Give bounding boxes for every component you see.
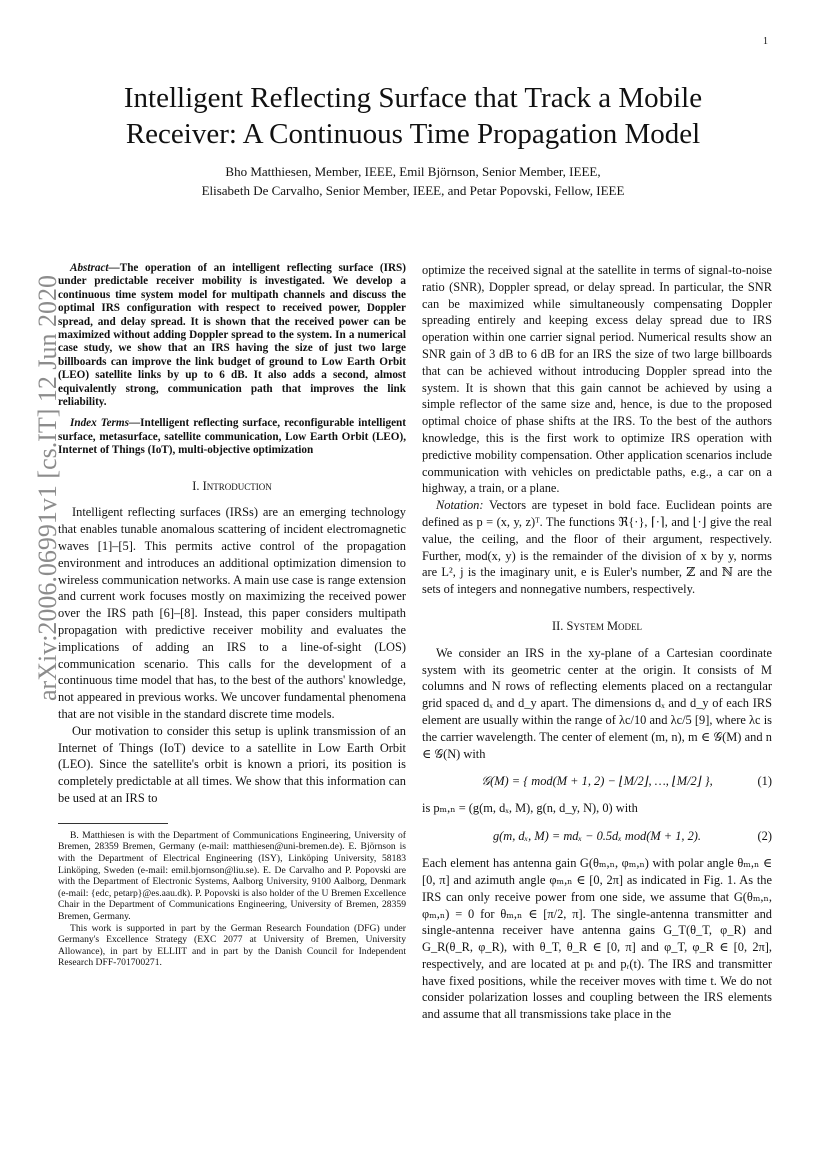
footnote-affiliations: B. Matthiesen is with the Department of Communications Engineering, University of Bremen, 28359 Bremen, Germany (e-mail: matthiesen@uni-bremen.de). E. Björnson is with the Department of Electrical Engineering (ISY), Linköping University, 58183 Linköping, Sweden (e-mail: emil.bjornson@liu.se). E. De Carvalho and P. Popovski are with the Department of Electronic Systems, Aalborg University, 9100 Aalborg, Denmark (e-mail: {edc, petarp}@es.aau.dk). P. Popovski is also holder of the U Bremen Excellence Chair in the Department of Communications Engineering, University of Bremen, 28359 Bremen, Germany. (58, 829, 406, 922)
system-model-paragraph-1: We consider an IRS in the xy-plane of a Cartesian coordinate system with its geometric center at the origin. It consists of M columns and N rows of reflecting elements placed on a rectangular grid spaced dₓ and d_y apart. The dimensions dₓ and d_y of each IRS element are usually within the range of λc/10 and λc/5 [9], where λc is the carrier wavelength. The center of element (m, n), m ∈ 𝒢(M) and n ∈ 𝒢(N) with (422, 645, 772, 761)
author-line-1: Bho Matthiesen, Member, IEEE, Emil Björnson, Senior Member, IEEE, (225, 164, 601, 179)
page-number: 1 (763, 36, 768, 47)
left-column (58, 262, 406, 969)
right-column (422, 262, 772, 1023)
author-line-2: Elisabeth De Carvalho, Senior Member, IEEE, and Petar Popovski, Fellow, IEEE (201, 183, 625, 198)
equation-2-number: (2) (757, 828, 772, 843)
author-list (60, 162, 766, 200)
equation-2 (422, 823, 772, 849)
abstract-lead: Abstract— (70, 262, 120, 274)
section-heading-system-model: II. System Model (552, 618, 642, 633)
abstract-text: The operation of an intelligent reflecting surface (IRS) under predictable receiver mobility is investigated. We develop a continuous time system model for multipath channels and discuss the optimal IRS configuration with respect to received power, Doppler spread, and delay spread. It is shown that the received power can be maximized without adding Doppler spread to the system. In a numerical case study, we show that an IRS having the size of just two large billboards can improve the link budget of ground to Low Earth Orbit (LEO) satellite links by up to 6 dB. It also adds a second, almost equivalently strong, communication path that improves the link reliability. (58, 262, 406, 409)
intro-paragraph-2: Our motivation to consider this setup is uplink transmission of an Internet of Things (IoT) device to a satellite in Low Earth Orbit (LEO). Since the satellite's orbit is known a priori, its position is completely predictable at all times. We show that this information can be used at an IRS to (58, 723, 406, 806)
notation-text: Vectors are typeset in bold face. Euclidean points are defined as p = (x, y, z)ᵀ. The functions ℜ{·}, ⌈·⌉, and ⌊·⌋ give the real value, the ceiling, and the floor of their argument, respectively. Further, mod(x, y) is the remainder of the division of x by y, norms are L², j is the imaginary unit, e is Euler's number, ℤ and ℕ are the sets of integers and nonnegative numbers, respectively. (422, 498, 772, 597)
footnote-divider (58, 823, 168, 824)
system-model-bridge: is pₘ,ₙ = (g(m, dₓ, M), g(n, d_y, N), 0) with (422, 801, 638, 816)
arxiv-identifier-stamp: arXiv:2006.06991v1 [cs.IT] 12 Jun 2020 (33, 274, 62, 701)
notation-lead: Notation: (436, 498, 484, 513)
index-terms-text: Intelligent reflecting surface, reconfigurable intelligent surface, metasurface, satellite communication, Low Earth Orbit (LEO), Internet of Things (IoT), multi-objective optimization (58, 417, 406, 457)
title-line-1: Intelligent Reflecting Surface that Track a Mobile (123, 82, 703, 114)
section-heading-introduction: I. Introduction (192, 478, 272, 493)
equation-1 (422, 768, 772, 794)
index-terms-lead: Index Terms— (70, 417, 141, 430)
title-line-2: Receiver: A Continuous Time Propagation Model (125, 118, 701, 150)
intro-paragraph-1: Intelligent reflecting surfaces (IRSs) are an emerging technology that enables tunable anomalous scattering of incident electromagnetic waves [1]–[5]. This permits active control of the propagation environment and introduces an additional optimization dimension to wireless communication networks. A main use case is range extension and current work focuses mostly on maximizing the received power over the IRS path [6]–[8]. Instead, this paper considers multipath propagation with predictive receiver mobility and evaluates the implications of adding an IRS to a line-of-sight (LOS) communication scenario. This calls for the development of a continuous time model that has, to the best of the authors' knowledge, not appeared in previous works. We uncover fundamental phenomena that are not visible in the standard discrete time models. (58, 505, 406, 722)
equation-1-body: 𝒢(M) = { mod(M + 1, 2) − ⌊M/2⌋, …, ⌊M/2⌋ }, (481, 773, 713, 788)
intro-continuation: optimize the received signal at the satellite in terms of signal-to-noise ratio (SNR), Doppler spread, or delay spread. In particular, the SNR can be maximized while simultaneously compensating Doppler spreading entirely and keeping excess delay spread due to IRS operation within one carrier signal period. Numerical results show an SNR gain of 3 dB to 6 dB for an IRS the size of two large billboards that can be achieved without introducing Doppler spread into the system. It is shown that this gain cannot be achieved by using a simple reflector of the same size and, hence, is due to the proposed optimal choice of phase shifts at the IRS. To the best of the authors knowledge, this is the first work to optimize IRS operation with predictive mobility compensation. Other application scenarios include communication with vehicles on predictable paths, e.g., a car on a highway, a train, or a plane. (422, 263, 772, 496)
abstract (58, 262, 406, 409)
system-model-paragraph-2: Each element has antenna gain G(θₘ,ₙ, φₘ,ₙ) with polar angle θₘ,ₙ ∈ [0, π] and azimuth angle φₘ,ₙ ∈ [0, 2π] as indicated in Fig. 1. As the IRS can only receive power from one side, we assume that G(θₘ,ₙ, φₘ,ₙ) = 0 for θₘ,ₙ ∈ [π/2, π]. The single-antenna transmitter and single-antenna receiver have antenna gains G_T(θ_T, φ_R) and G_R(θ_R, φ_R), with θ_T, θ_R ∈ [0, π] and φ_T, φ_R ∈ [0, 2π], respectively, and are located at pₜ and pᵣ(t). The IRS and transmitter have fixed positions, while the receiver moves with time t. We do not consider polarization losses and coupling between the IRS elements and assume that all transmissions take place in the (422, 856, 772, 1022)
equation-2-body: g(m, dₓ, M) = mdₓ − 0.5dₓ mod(M + 1, 2). (492, 828, 702, 843)
footnote-funding: This work is supported in part by the German Research Foundation (DFG) under Germany's Excellence Strategy (EXC 2077 at University of Bremen, University Allowance), in part by ELLIIT and in part by the Danish Council for Independent Research DFF-701700271. (58, 922, 406, 969)
paper-title (60, 80, 766, 152)
notation-paragraph (422, 497, 772, 598)
index-terms (58, 417, 406, 457)
equation-1-number: (1) (757, 773, 772, 788)
